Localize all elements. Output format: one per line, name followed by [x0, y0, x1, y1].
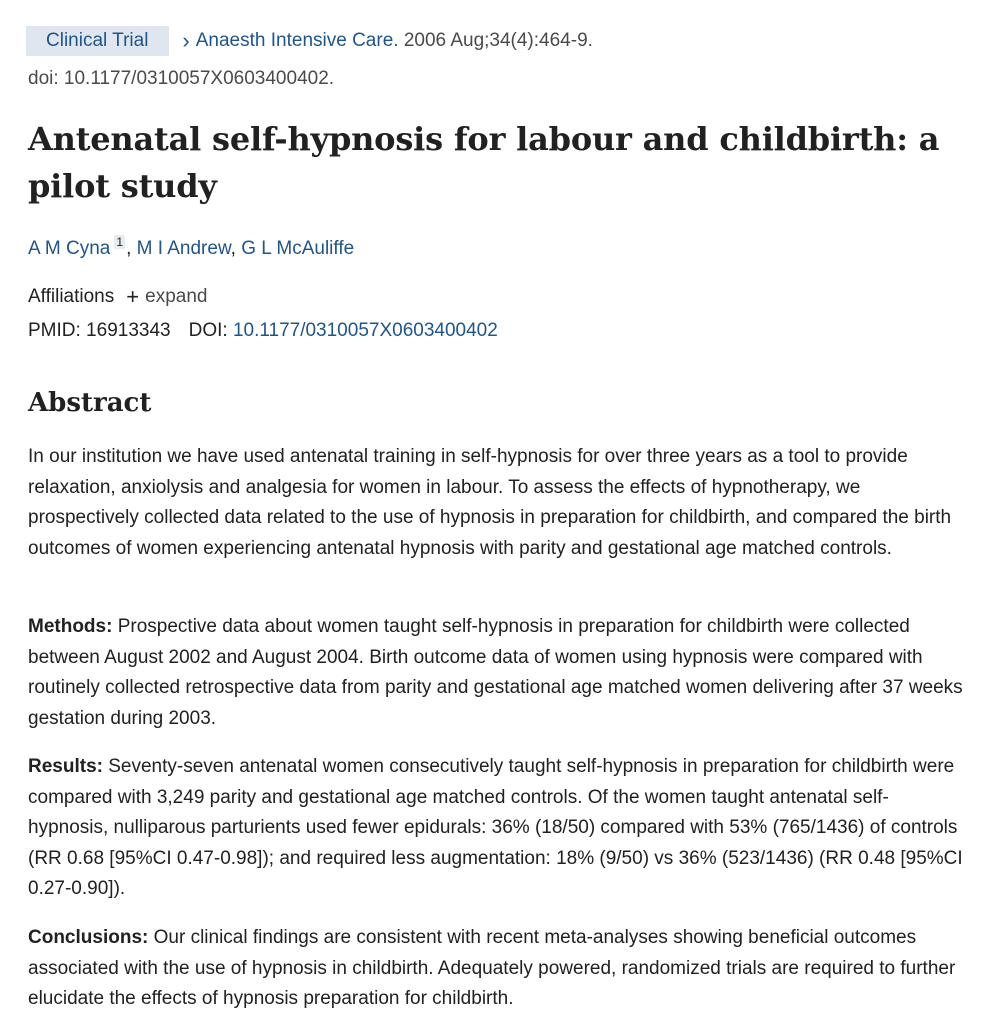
journal-link[interactable]: Anaesth Intensive Care.	[195, 30, 399, 51]
citation-details: 2006 Aug;34(4):464-9.	[398, 30, 593, 51]
conclusions-label: Conclusions:	[28, 927, 149, 948]
results-label: Results:	[28, 756, 103, 777]
abstract-methods	[28, 612, 963, 734]
abstract-heading: Abstract	[28, 388, 152, 418]
abstract-intro: In our institution we have used antenatal training in self-hypnosis for over three years as a tool to provide relaxation, anxiolysis and analgesia for women in labour. To assess the effects of hypnotherapy, we prospectively collected data related to the use of hypnosis in preparation for childbirth, and compared the birth outcomes of women experiencing antenatal hypnosis with parity and gestational age matched controls.	[28, 446, 952, 559]
pmid: PMID: 16913343	[28, 320, 171, 341]
abstract-results	[28, 752, 963, 905]
citation-doi: doi: 10.1177/0310057X0603400402.	[28, 68, 335, 89]
methods-text: Prospective data about women taught self-hypnosis in preparation for childbirth were collected between August 2002 and August 2004. Birth outcome data of women using hypnosis were compared with routinely collected retrospective data from parity and gestational age matched women delivering after 37 weeks gestation during 2003.	[28, 616, 963, 729]
affiliations-label: Affiliations	[28, 286, 115, 307]
affiliations-row	[28, 286, 207, 308]
affiliation-number[interactable]: 1	[116, 235, 124, 249]
doi-link[interactable]: 10.1177/0310057X0603400402	[232, 320, 498, 341]
expand-affiliations-button[interactable]: expand	[145, 286, 208, 307]
results-text: Seventy-seven antenatal women consecutively taught self-hypnosis in preparation for childbirth were compared with 3,249 parity and gestational age matched controls. Of the women taught antenatal self-hypnosis, nulliparous parturients used fewer epidurals: 36% (18/50) compared with 53% (765/1436) of controls (RR 0.68 [95%CI 0.47-0.98]); and required less augmentation: 18% (9/50) vs 36% (523/1436) (RR 0.48 [95%CI 0.27-0.90]).	[28, 756, 963, 899]
article-title: Antenatal self-hypnosis for labour and childbirth: a pilot study	[28, 120, 940, 205]
publication-type-badge[interactable]: Clinical Trial	[26, 26, 169, 56]
conclusions-text: Our clinical findings are consistent with recent meta-analyses showing beneficial outcomes associated with the use of hypnosis in childbirth. Adequately powered, randomized trials are required to further elucidate the effects of hypnosis preparation for childbirth.	[28, 927, 956, 1009]
citation-header	[28, 26, 593, 56]
plus-icon[interactable]: +	[126, 284, 140, 309]
author-link[interactable]: G L McAuliffe	[241, 238, 355, 259]
author-link[interactable]: M I Andrew	[136, 238, 231, 259]
author-link[interactable]: A M Cyna	[28, 238, 111, 259]
authors-list: A M Cyna 1 , M I Andrew, G L McAuliffe	[28, 235, 355, 259]
methods-label: Methods:	[28, 616, 113, 637]
chevron-right-icon[interactable]: ›	[182, 28, 190, 53]
identifiers-row	[28, 320, 498, 342]
doi-label: DOI:	[188, 320, 233, 341]
abstract-conclusions	[28, 923, 963, 1015]
